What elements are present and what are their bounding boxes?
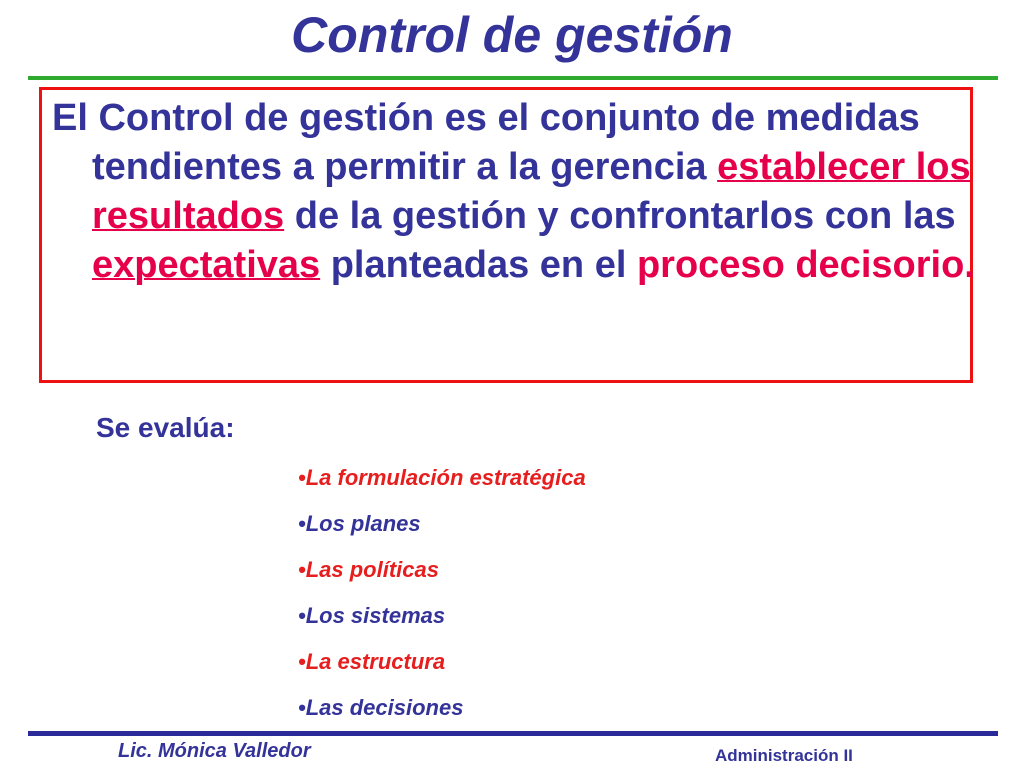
- highlight-expectativas: expectativas: [92, 244, 321, 286]
- list-item: •Los planes: [298, 511, 421, 536]
- definition-text: [52, 94, 1002, 290]
- list-item: •Las políticas: [298, 557, 439, 582]
- footer-course: Administración II: [715, 746, 853, 765]
- list-item: •Los sistemas: [298, 603, 446, 628]
- slide-title: Control de gestión: [291, 7, 733, 63]
- definition-part-1: El Control de gestión es el conjunto de medidas tendientes a permitir a la gerencia: [52, 97, 920, 188]
- highlight-proceso-decisorio: proceso decisorio.: [636, 244, 975, 286]
- list-item: •La estructura: [298, 649, 446, 674]
- evaluation-heading: Se evalúa:: [96, 412, 235, 443]
- definition-part-2: de la gestión y confrontarlos con las: [284, 195, 956, 237]
- title-divider: [28, 76, 998, 80]
- footer-author: Lic. Mónica Valledor: [118, 740, 311, 762]
- definition-part-3: planteadas en el: [320, 244, 637, 286]
- highlight-establecer-resultados: establecer los resultados: [92, 146, 971, 237]
- evaluation-list: [298, 460, 586, 736]
- list-item: •La formulación estratégica: [298, 465, 586, 490]
- footer-divider: [28, 731, 998, 736]
- list-item: •Las decisiones: [298, 695, 464, 720]
